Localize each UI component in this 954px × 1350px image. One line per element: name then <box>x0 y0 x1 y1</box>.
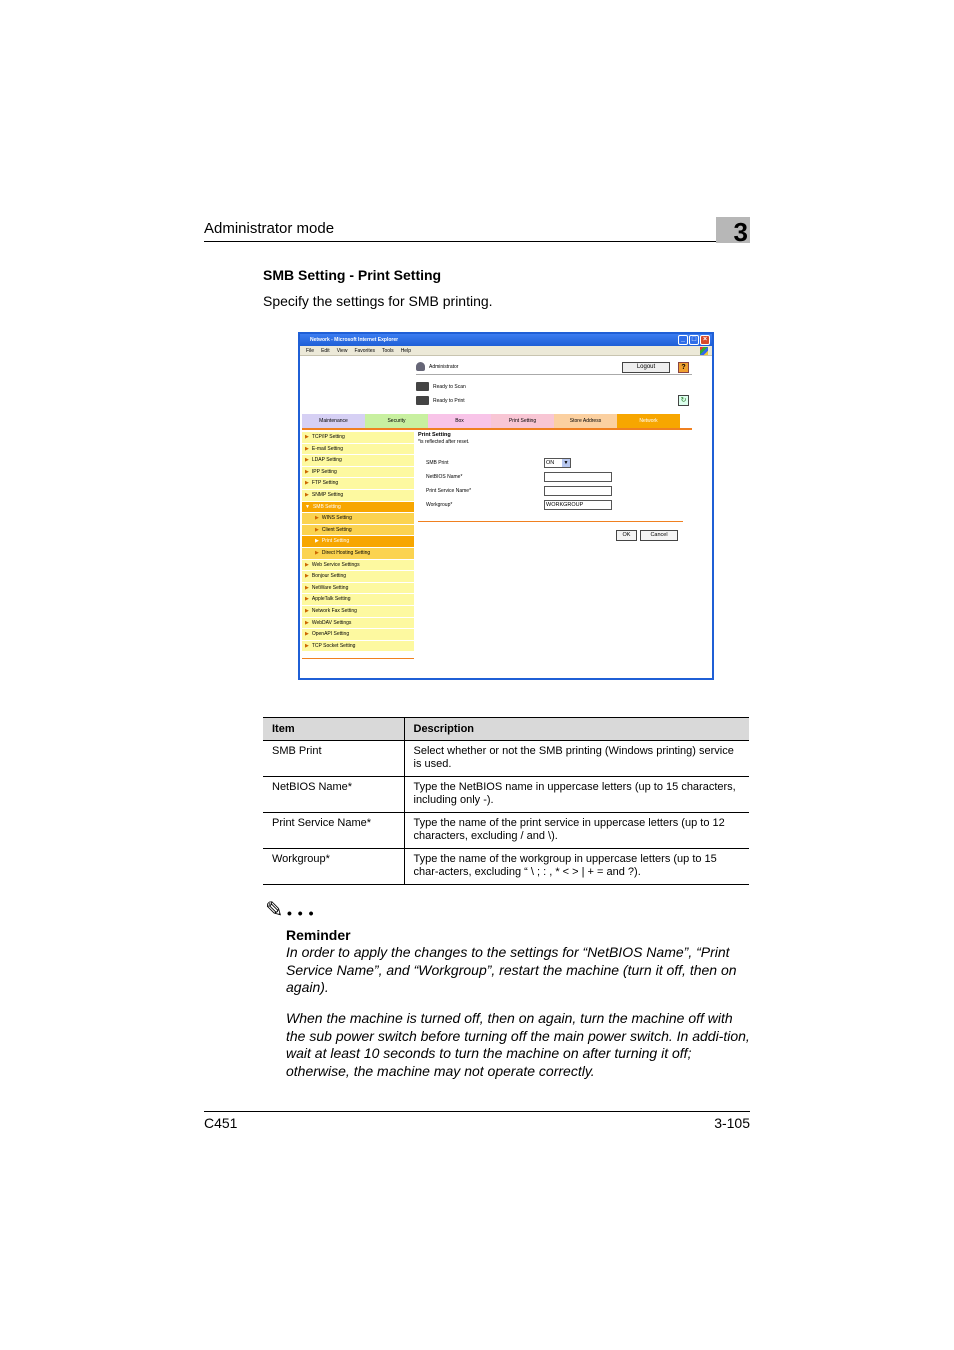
refresh-icon[interactable]: ↻ <box>678 395 689 406</box>
scan-status-text: Ready to Scan <box>433 383 466 390</box>
menu-view[interactable]: View <box>336 348 348 354</box>
tab-store-address[interactable]: Store Address <box>554 414 617 429</box>
table-cell-item: Workgroup* <box>263 849 404 885</box>
content-title: Print Setting <box>418 432 451 438</box>
section-title: SMB Setting - Print Setting <box>263 267 442 283</box>
browser-screenshot <box>298 332 714 680</box>
table-cell-description: Select whether or not the SMB printing (Windows printing) service is used. <box>404 741 749 777</box>
tab-maintenance[interactable]: Maintenance <box>302 414 365 429</box>
table-row <box>263 741 749 777</box>
logout-button[interactable]: Logout <box>622 362 670 373</box>
table-header-item: Item <box>263 718 404 741</box>
footer-rule <box>204 1111 750 1112</box>
table-row <box>263 849 749 885</box>
sidebar-item-network-fax[interactable]: ▶ Network Fax Setting <box>302 606 414 618</box>
sidebar-item-wins[interactable]: ▶ WINS Setting <box>302 513 414 525</box>
content-divider <box>418 521 683 522</box>
table-cell-description: Type the name of the print service in uppercase letters (up to 12 characters, excluding / and \). <box>404 813 749 849</box>
admin-divider <box>416 374 692 375</box>
tab-security[interactable]: Security <box>365 414 428 429</box>
minimize-button[interactable]: _ <box>678 335 688 345</box>
smb-print-value: ON <box>546 460 555 466</box>
scanner-icon <box>416 382 429 391</box>
sidebar-item-smb[interactable]: ▼ SMB Setting <box>302 502 414 514</box>
sidebar-item-ldap[interactable]: ▶ LDAP Setting <box>302 455 414 467</box>
window-title: Network - Microsoft Internet Explorer <box>310 337 399 343</box>
sidebar-item-print-setting[interactable]: ▶ Print Setting <box>302 536 414 548</box>
reset-note: *is reflected after reset. <box>418 439 470 445</box>
sidebar-item-client[interactable]: ▶ Client Setting <box>302 525 414 537</box>
table-cell-description: Type the NetBIOS name in uppercase letters (up to 15 characters, including only -). <box>404 777 749 813</box>
footer-model: C451 <box>204 1115 238 1131</box>
sidebar-item-web-service[interactable]: ▶ Web Service Settings <box>302 560 414 572</box>
table-row <box>263 777 749 813</box>
ok-button[interactable]: OK <box>616 530 637 541</box>
menu-help[interactable]: Help <box>400 348 411 354</box>
table-row <box>263 813 749 849</box>
table-header-description: Description <box>404 718 749 741</box>
reminder-paragraph-2: When the machine is turned off, then on again, turn the machine off with the sub power switch before turning off the main power switch. In addi-tion, wait at least 10 seconds to turn the machine on after turning it off; otherwise, the machine may not operate correctly. <box>286 1010 750 1079</box>
netbios-label: NetBIOS Name* <box>426 474 463 480</box>
reminder-paragraph-1: In order to apply the changes to the settings for “NetBIOS Name”, “Print Service Name”, and “Workgroup”, restart the machine (turn it off, then on again). <box>286 944 737 995</box>
tab-underline <box>302 428 692 430</box>
table-cell-item: SMB Print <box>263 741 404 777</box>
sidebar-item-tcp-socket[interactable]: ▶ TCP Socket Setting <box>302 641 414 653</box>
section-intro: Specify the settings for SMB printing. <box>263 293 493 309</box>
sidebar-item-tcpip[interactable]: ▶ TCP/IP Setting <box>302 432 414 444</box>
print-status-text: Ready to Print <box>433 397 465 404</box>
ellipsis-icon: • • • <box>287 905 315 921</box>
close-button[interactable]: × <box>700 335 710 345</box>
ie-menu-bar <box>300 346 712 356</box>
sidebar-item-ipp[interactable]: ▶ IPP Setting <box>302 467 414 479</box>
windows-logo-icon <box>700 347 708 355</box>
netbios-name-input[interactable] <box>544 472 612 482</box>
table-cell-item: NetBIOS Name* <box>263 777 404 813</box>
settings-table <box>263 717 749 885</box>
admin-label: Administrator <box>429 364 459 370</box>
ie-title-bar <box>300 334 712 346</box>
sidebar-item-webdav[interactable]: ▶ WebDAV Settings <box>302 618 414 630</box>
chapter-number-badge: 3 <box>716 217 750 243</box>
scan-status <box>416 382 466 392</box>
admin-user <box>416 362 458 372</box>
reminder-title: Reminder <box>286 927 351 943</box>
workgroup-label: Workgroup* <box>426 502 453 508</box>
menu-edit[interactable]: Edit <box>321 348 330 354</box>
footer-page-number: 3-105 <box>714 1115 750 1131</box>
help-button[interactable]: ? <box>678 362 689 373</box>
maximize-button[interactable]: □ <box>689 335 699 345</box>
header-rule <box>204 241 750 242</box>
tab-print-setting[interactable]: Print Setting <box>491 414 554 429</box>
sidebar-item-email[interactable]: ▶ E-mail Setting <box>302 444 414 456</box>
printer-icon <box>416 396 429 405</box>
sidebar-item-snmp[interactable]: ▶ SNMP Setting <box>302 490 414 502</box>
sidebar-item-netware[interactable]: ▶ NetWare Setting <box>302 583 414 595</box>
menu-file[interactable]: File <box>306 348 315 354</box>
chevron-down-icon: ▼ <box>563 460 569 466</box>
menu-tools[interactable]: Tools <box>382 348 394 354</box>
sidebar-item-direct-hosting[interactable]: ▶ Direct Hosting Setting <box>302 548 414 560</box>
print-service-name-input[interactable] <box>544 486 612 496</box>
sidebar-bottom-rule <box>302 658 414 659</box>
smb-print-select[interactable] <box>544 458 571 468</box>
settings-sidebar <box>302 432 414 652</box>
cancel-button[interactable]: Cancel <box>640 530 678 541</box>
sidebar-item-ftp[interactable]: ▶ FTP Setting <box>302 478 414 490</box>
pencil-icon: ✎ <box>265 897 284 922</box>
tab-network[interactable]: Network <box>617 414 680 429</box>
sidebar-item-bonjour[interactable]: ▶ Bonjour Setting <box>302 571 414 583</box>
table-cell-item: Print Service Name* <box>263 813 404 849</box>
admin-user-icon <box>416 362 425 371</box>
print-service-label: Print Service Name* <box>426 488 472 494</box>
table-cell-description: Type the name of the workgroup in uppercase letters (up to 15 char-acters, excluding “ \ ; : , * < > | + = and ?). <box>404 849 749 885</box>
sidebar-item-openapi[interactable]: ▶ OpenAPI Setting <box>302 629 414 641</box>
print-status <box>416 396 465 406</box>
menu-favorites[interactable]: Favorites <box>354 348 375 354</box>
workgroup-input[interactable]: WORKGROUP <box>544 500 612 510</box>
tab-box[interactable]: Box <box>428 414 491 429</box>
page-header-title: Administrator mode <box>204 220 335 237</box>
tab-bar <box>302 414 680 429</box>
smb-print-label: SMB Print <box>426 460 449 466</box>
sidebar-item-appletalk[interactable]: ▶ AppleTalk Setting <box>302 594 414 606</box>
settings-content <box>418 432 686 538</box>
